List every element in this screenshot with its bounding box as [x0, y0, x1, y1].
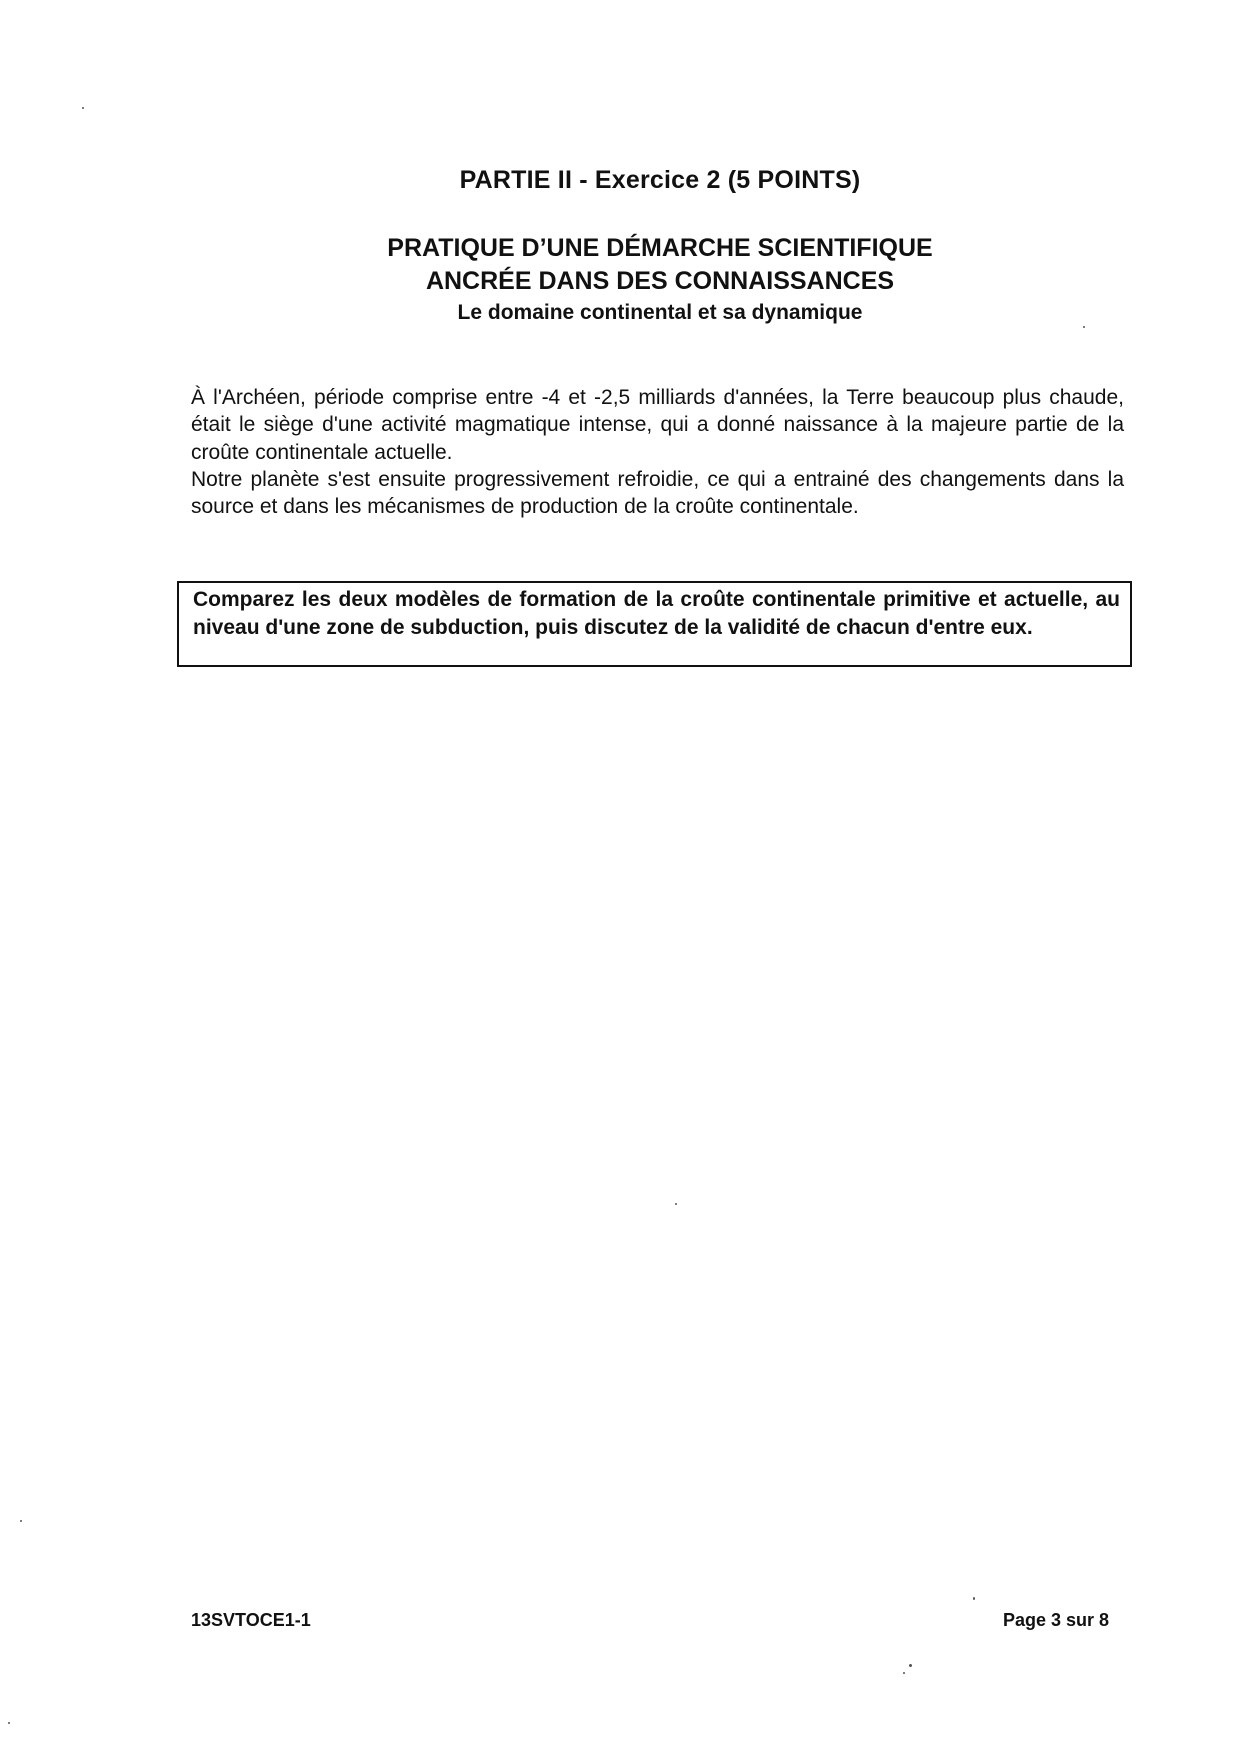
task-instruction-text: Comparez les deux modèles de formation de la croûte continentale primitive et actuelle, au niveau d'une zone de subduction, puis discutez de la validité de chacun d'entre eux.: [193, 588, 1120, 639]
exercise-heading: PARTIE II - Exercice 2 (5 POINTS): [459, 166, 861, 194]
task-instruction-box: [177, 581, 1132, 667]
scan-speck: [903, 1672, 905, 1674]
intro-text: [191, 384, 1124, 520]
scan-speck: [675, 1203, 677, 1205]
scan-speck: [1083, 326, 1085, 328]
scan-speck: [20, 1520, 22, 1522]
scan-speck: [8, 1722, 10, 1724]
document-code: 13SVTOCE1-1: [191, 1610, 311, 1630]
intro-paragraph-2: Notre planète s'est ensuite progressivement refroidie, ce qui a entrainé des changements dans la source et dans les mécanismes de production de la croûte continentale.: [191, 467, 1124, 519]
scan-speck: [82, 107, 84, 109]
scan-speck: [973, 1597, 975, 1600]
subtitle: Le domaine continental et sa dynamique: [457, 301, 863, 324]
title-line-2: ANCRÉE DANS DES CONNAISSANCES: [425, 267, 895, 295]
intro-paragraph-1: À l'Archéen, période comprise entre -4 et -2,5 milliards d'années, la Terre beaucoup plus chaude, était le siège d'une activité magmatique intense, qui a donné naissance à la majeure partie de la croûte continentale actuelle.: [191, 386, 1124, 464]
title-line-1: PRATIQUE D’UNE DÉMARCHE SCIENTIFIQUE: [387, 234, 933, 262]
page-number: Page 3 sur 8: [1003, 1610, 1110, 1630]
scan-speck: [909, 1664, 912, 1667]
